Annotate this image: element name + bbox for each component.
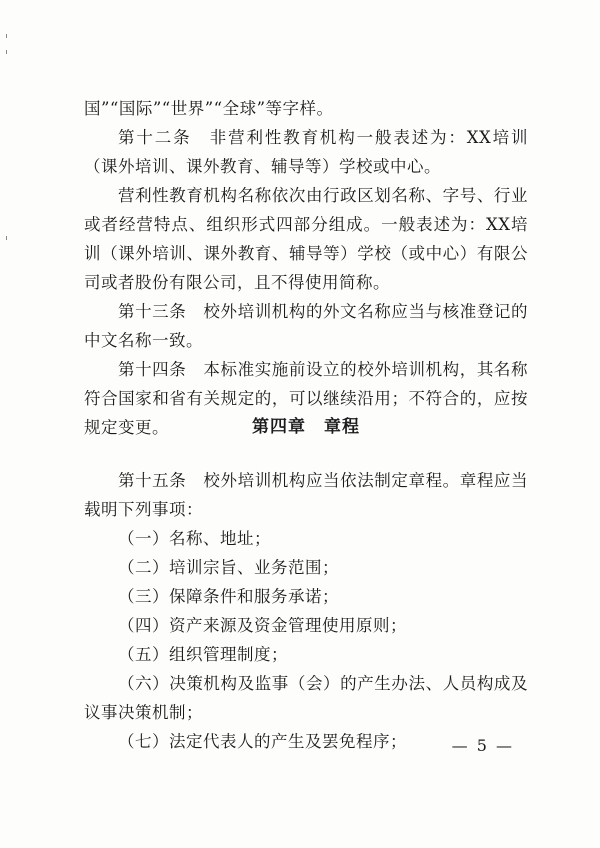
list-item: （二）培训宗旨、业务范围；	[118, 558, 339, 577]
list-item: （七）法定代表人的产生及罢免程序；	[118, 732, 407, 751]
list-item: （一）名称、地址；	[118, 529, 271, 548]
body-text-section-b	[84, 466, 528, 756]
binding-mark	[6, 236, 7, 240]
paragraph-for-profit-naming: 营利性教育机构名称依次由行政区划名称、字号、行业或者经营特点、组织形式四部分组成。一般表述为：XX培训（课外培训、课外教育、辅导等）学校（或中心）有限公司或者股份有限公司，且不得使用简称。	[84, 186, 528, 292]
paragraph-article-14: 第十四条 本标准实施前设立的校外培训机构，其名称符合国家和省有关规定的，可以继续沿用；不符合的，应按规定变更。	[84, 360, 528, 437]
page-number: — 5 —	[451, 736, 514, 755]
body-text-section-a	[84, 94, 528, 442]
list-item: （三）保障条件和服务承诺；	[118, 587, 339, 606]
list-item: （五）组织管理制度；	[118, 645, 288, 664]
binding-mark	[6, 34, 7, 38]
paragraph-continuation: 国”“国际”“世界”“全球”等字样。	[84, 99, 334, 118]
paragraph-article-15: 第十五条 校外培训机构应当依法制定章程。章程应当载明下列事项：	[84, 471, 528, 519]
list-item: （六）决策机构及监事（会）的产生办法、人员构成及议事决策机制；	[84, 674, 528, 722]
chapter-heading: 第四章 章程	[252, 417, 360, 437]
paragraph-article-13: 第十三条 校外培训机构的外文名称应当与核准登记的中文名称一致。	[84, 302, 528, 350]
binding-mark	[6, 50, 7, 54]
paragraph-article-12: 第十二条 非营利性教育机构一般表述为：XX培训（课外培训、课外教育、辅导等）学校或中心。	[84, 128, 528, 176]
list-item: （四）资产来源及资金管理使用原则；	[118, 616, 407, 635]
